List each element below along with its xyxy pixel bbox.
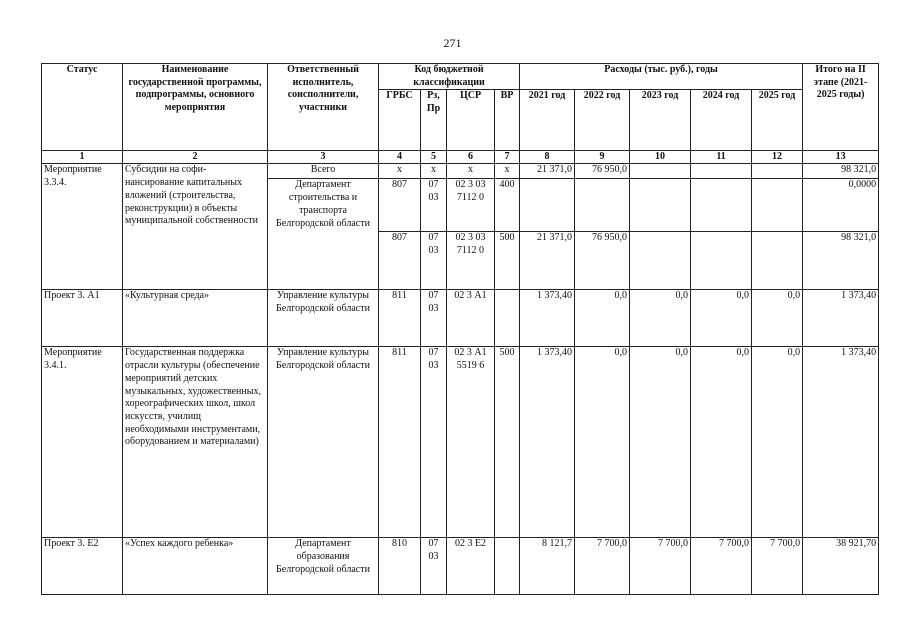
column-number-row	[42, 151, 879, 164]
status-cell: Мероприятие 3.4.1.	[42, 347, 123, 538]
rzpr-cell: 07 03	[421, 179, 447, 232]
header-total: Итого на II этапе (2021-2025 годы)	[803, 64, 879, 151]
value-2021-cell: 1 373,40	[520, 290, 575, 347]
value-2023-cell	[630, 179, 691, 232]
value-2024-cell: 0,0	[691, 347, 752, 538]
col-number: 11	[691, 151, 752, 164]
grbs-cell: 811	[379, 347, 421, 538]
rzpr-cell: 07 03	[421, 232, 447, 290]
vr-cell: 500	[495, 232, 520, 290]
value-2021-cell: 8 121,7	[520, 538, 575, 595]
value-2022-cell	[575, 179, 630, 232]
col-number: 9	[575, 151, 630, 164]
grbs-cell: 810	[379, 538, 421, 595]
value-2023-cell: 0,0	[630, 290, 691, 347]
total-cell: 38 921,70	[803, 538, 879, 595]
header-2023: 2023 год	[630, 90, 691, 151]
executor-cell: Всего	[268, 164, 379, 179]
value-2022-cell: 0,0	[575, 290, 630, 347]
value-2025-cell: 7 700,0	[752, 538, 803, 595]
table-row	[42, 538, 879, 595]
vr-cell: 400	[495, 179, 520, 232]
rzpr-cell: х	[421, 164, 447, 179]
value-2025-cell	[752, 179, 803, 232]
total-cell: 0,0000	[803, 179, 879, 232]
program-name-cell: «Культурная среда»	[123, 290, 268, 347]
value-2022-cell: 0,0	[575, 347, 630, 538]
executor-cell: Департамент строительства и транспорта Белгородской области	[268, 179, 379, 290]
rzpr-cell: 07 03	[421, 538, 447, 595]
value-2025-cell: 0,0	[752, 290, 803, 347]
table-row	[42, 290, 879, 347]
value-2025-cell: 0,0	[752, 347, 803, 538]
col-number: 8	[520, 151, 575, 164]
value-2024-cell: 0,0	[691, 290, 752, 347]
vr-cell: 500	[495, 347, 520, 538]
grbs-cell: 811	[379, 290, 421, 347]
value-2021-cell	[520, 179, 575, 232]
header-budget-code: Код бюджетной классификации	[379, 64, 520, 90]
col-number: 10	[630, 151, 691, 164]
header-status: Статус	[42, 64, 123, 151]
status-cell: Мероприятие 3.3.4.	[42, 164, 123, 290]
value-2021-cell: 21 371,0	[520, 164, 575, 179]
grbs-cell: 807	[379, 179, 421, 232]
csr-cell: 02 3 А1 5519 6	[447, 347, 495, 538]
status-cell: Проект 3. Е2	[42, 538, 123, 595]
csr-cell: 02 3 03 7112 0	[447, 179, 495, 232]
rzpr-cell: 07 03	[421, 290, 447, 347]
col-number: 2	[123, 151, 268, 164]
status-cell: Проект 3. А1	[42, 290, 123, 347]
header-csr: ЦСР	[447, 90, 495, 151]
rzpr-cell: 07 03	[421, 347, 447, 538]
header-program-name: Наименование государственной программы, подпрограммы, основного мероприятия	[123, 64, 268, 151]
executor-cell: Департамент образования Белгородской области	[268, 538, 379, 595]
executor-cell: Управление культуры Белгородской области	[268, 347, 379, 538]
total-cell: 98 321,0	[803, 232, 879, 290]
value-2025-cell	[752, 164, 803, 179]
col-number: 7	[495, 151, 520, 164]
col-number: 6	[447, 151, 495, 164]
value-2023-cell: 0,0	[630, 347, 691, 538]
header-row	[42, 64, 879, 90]
vr-cell	[495, 290, 520, 347]
total-cell: 98 321,0	[803, 164, 879, 179]
page-number: 271	[443, 36, 462, 50]
budget-table	[41, 63, 879, 595]
value-2023-cell	[630, 232, 691, 290]
col-number: 13	[803, 151, 879, 164]
grbs-cell: х	[379, 164, 421, 179]
value-2024-cell	[691, 232, 752, 290]
value-2022-cell: 7 700,0	[575, 538, 630, 595]
header-2021: 2021 год	[520, 90, 575, 151]
col-number: 12	[752, 151, 803, 164]
table-row	[42, 347, 879, 538]
csr-cell: 02 3 А1	[447, 290, 495, 347]
header-rzpr: Рз, Пр	[421, 90, 447, 151]
program-name-cell: Государственная поддержка отрасли культуры (обеспечение мероприятий детских музыкальных, художественных, хореографических школ, школ искусств, училищ необходимыми инструментами, оборудованием и материалами)	[123, 347, 268, 538]
value-2024-cell	[691, 179, 752, 232]
grbs-cell: 807	[379, 232, 421, 290]
value-2022-cell: 76 950,0	[575, 232, 630, 290]
header-grbs: ГРБС	[379, 90, 421, 151]
col-number: 3	[268, 151, 379, 164]
total-cell: 1 373,40	[803, 290, 879, 347]
header-expenses: Расходы (тыс. руб.), годы	[520, 64, 803, 90]
header-executor: Ответственный исполнитель, соисполнители, участники	[268, 64, 379, 151]
value-2023-cell	[630, 164, 691, 179]
vr-cell: х	[495, 164, 520, 179]
program-name-cell: Субсидии на софи-нансирование капитальных вложений (строительства, реконструкции) в объекты муниципальной собственности	[123, 164, 268, 290]
header-2022: 2022 год	[575, 90, 630, 151]
csr-cell: х	[447, 164, 495, 179]
header-vr: ВР	[495, 90, 520, 151]
header-2025: 2025 год	[752, 90, 803, 151]
table-row	[42, 164, 879, 179]
header-2024: 2024 год	[691, 90, 752, 151]
program-name-cell: «Успех каждого ребенка»	[123, 538, 268, 595]
col-number: 4	[379, 151, 421, 164]
executor-cell: Управление культуры Белгородской области	[268, 290, 379, 347]
value-2021-cell: 1 373,40	[520, 347, 575, 538]
csr-cell: 02 3 Е2	[447, 538, 495, 595]
col-number: 1	[42, 151, 123, 164]
value-2024-cell	[691, 164, 752, 179]
value-2023-cell: 7 700,0	[630, 538, 691, 595]
value-2025-cell	[752, 232, 803, 290]
vr-cell	[495, 538, 520, 595]
value-2021-cell: 21 371,0	[520, 232, 575, 290]
total-cell: 1 373,40	[803, 347, 879, 538]
csr-cell: 02 3 03 7112 0	[447, 232, 495, 290]
value-2024-cell: 7 700,0	[691, 538, 752, 595]
col-number: 5	[421, 151, 447, 164]
value-2022-cell: 76 950,0	[575, 164, 630, 179]
